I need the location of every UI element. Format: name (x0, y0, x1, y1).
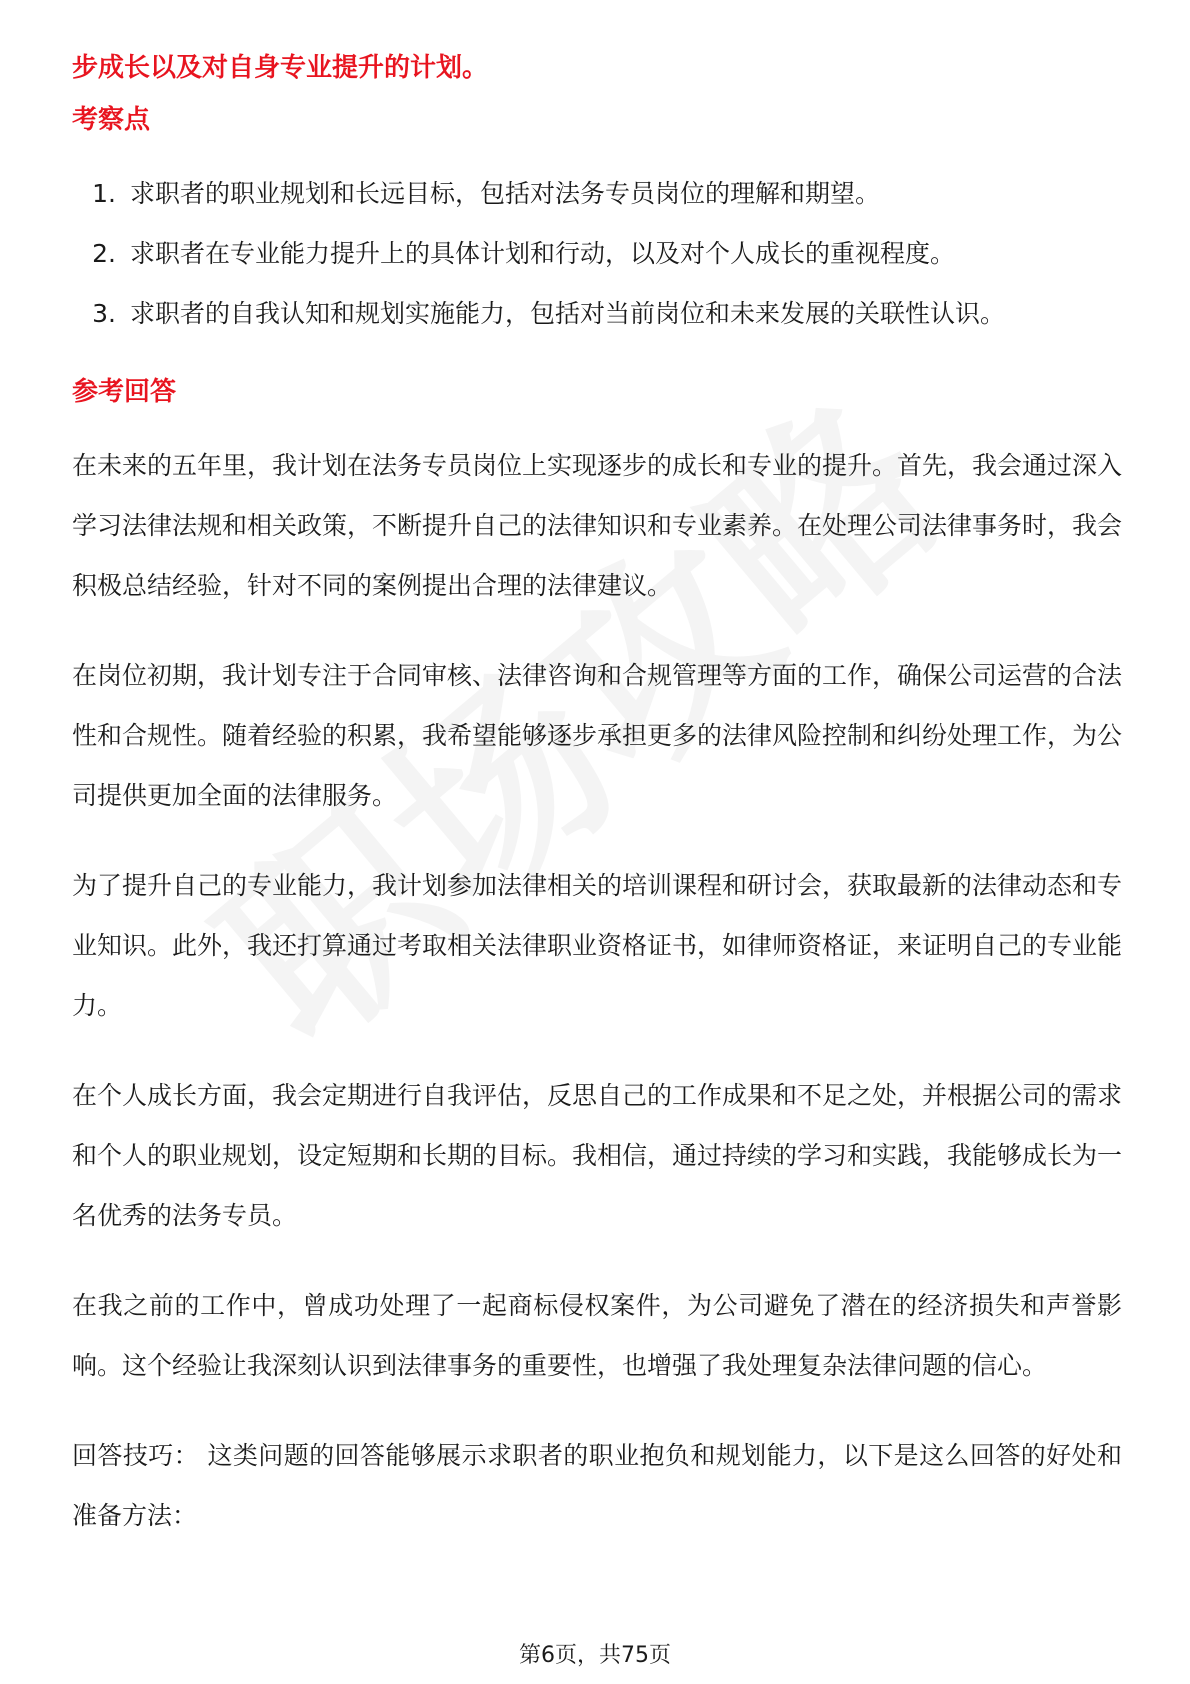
list-number: 1. (92, 179, 116, 208)
list-number: 3. (92, 299, 116, 328)
list-text: 求职者在专业能力提升上的具体计划和行动，以及对个人成长的重视程度。 (130, 239, 956, 268)
list-text: 求职者的自我认知和规划实施能力，包括对当前岗位和未来发展的关联性认识。 (130, 299, 1006, 328)
page-number: 第6页，共75页 (519, 1643, 671, 1668)
answer-paragraph: 在岗位初期，我计划专注于合同审核、法律咨询和合规管理等方面的工作，确保公司运营的合法性和合规性。随着经验的积累，我希望能够逐步承担更多的法律风险控制和纠纷处理工作，为公司提供更加全面的法律服务。 (72, 661, 1123, 810)
answer-title: 参考回答 (72, 377, 177, 407)
list-item (72, 224, 1122, 284)
considerations-title: 考察点 (72, 105, 151, 135)
list-item (72, 164, 1122, 224)
considerations-list (72, 164, 1122, 344)
list-number: 2. (92, 239, 116, 268)
answer-paragraph: 为了提升自己的专业能力，我计划参加法律相关的培训课程和研讨会，获取最新的法律动态和专业知识。此外，我还打算通过考取相关法律职业资格证书，如律师资格证，来证明自己的专业能力。 (72, 871, 1123, 1020)
page-content (72, 50, 1122, 1576)
answer-paragraph: 在我之前的工作中，曾成功处理了一起商标侵权案件，为公司避免了潜在的经济损失和声誉影响。这个经验让我深刻认识到法律事务的重要性，也增强了我处理复杂法律问题的信心。 (72, 1291, 1122, 1380)
answer-paragraph: 在未来的五年里，我计划在法务专员岗位上实现逐步的成长和专业的提升。首先，我会通过深入学习法律法规和相关政策，不断提升自己的法律知识和专业素养。在处理公司法律事务时，我会积极总结经验，针对不同的案例提出合理的法律建议。 (72, 451, 1123, 600)
answer-paragraph: 在个人成长方面，我会定期进行自我评估，反思自己的工作成果和不足之处，并根据公司的需求和个人的职业规划，设定短期和长期的目标。我相信，通过持续的学习和实践，我能够成长为一名优秀的法务专员。 (72, 1081, 1123, 1230)
list-item (72, 284, 1122, 344)
list-text: 求职者的职业规划和长远目标，包括对法务专员岗位的理解和期望。 (130, 179, 881, 208)
answer-tips-paragraph: 回答技巧： 这类问题的回答能够展示求职者的职业抱负和规划能力，以下是这么回答的好处和准备方法： (72, 1441, 1122, 1530)
intro-fragment: 步成长以及对自身专业提升的计划。 (72, 53, 489, 83)
